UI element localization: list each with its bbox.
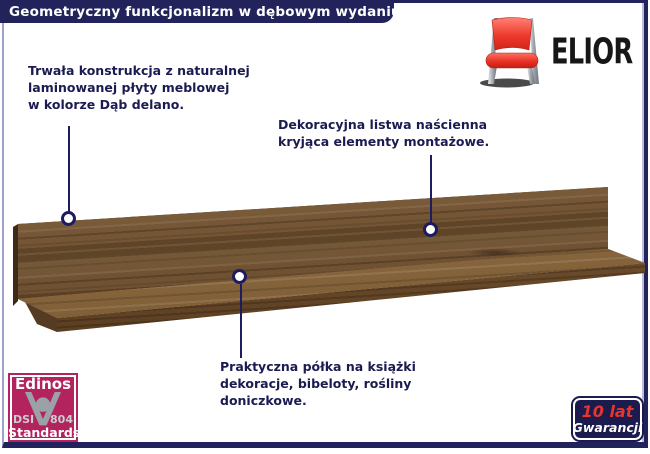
callout-line-shelf-use xyxy=(240,284,242,358)
warranty-badge xyxy=(571,396,644,442)
callout-marker-construction xyxy=(61,211,76,226)
edinos-dsi-label: DSI xyxy=(13,413,35,426)
warranty-years: 10 lat xyxy=(581,402,634,421)
annotation-line: doniczkowe. xyxy=(220,393,307,408)
warranty-label: Gwarancji xyxy=(572,420,643,435)
callout-line-wall-strip xyxy=(430,155,432,223)
annotation-construction xyxy=(28,62,250,113)
annotation-line: w kolorze Dąb delano. xyxy=(28,97,185,112)
product-image-wall-shelf xyxy=(13,185,647,335)
annotation-line: Praktyczna półka na książki xyxy=(220,359,416,374)
annotation-line: dekoracje, bibeloty, rośliny xyxy=(220,376,412,391)
annotation-shelf-use xyxy=(220,358,416,409)
edinos-standards-label: Standards xyxy=(8,425,81,440)
edinos-804-label: 804 xyxy=(50,413,73,426)
annotation-line: laminowanej płyty meblowej xyxy=(28,80,230,95)
edinos-title: Edinos xyxy=(14,375,72,393)
annotation-line: Dekoracyjna listwa naścienna xyxy=(278,117,488,132)
callout-marker-wall-strip xyxy=(423,222,438,237)
page-title: Geometryczny funkcjonalizm w dębowym wydaniu xyxy=(9,3,401,20)
title-bar xyxy=(0,0,401,23)
annotation-line: Trwała konstrukcja z naturalnej xyxy=(28,63,250,78)
callout-marker-shelf-use xyxy=(232,269,247,284)
red-chair-icon xyxy=(477,14,547,88)
annotation-line: kryjąca elementy montażowe. xyxy=(278,134,490,149)
edinos-standards-badge xyxy=(8,373,81,442)
annotation-wall-strip xyxy=(278,116,489,150)
callout-line-construction xyxy=(68,126,70,212)
brand-name: ELIOR xyxy=(551,30,633,73)
